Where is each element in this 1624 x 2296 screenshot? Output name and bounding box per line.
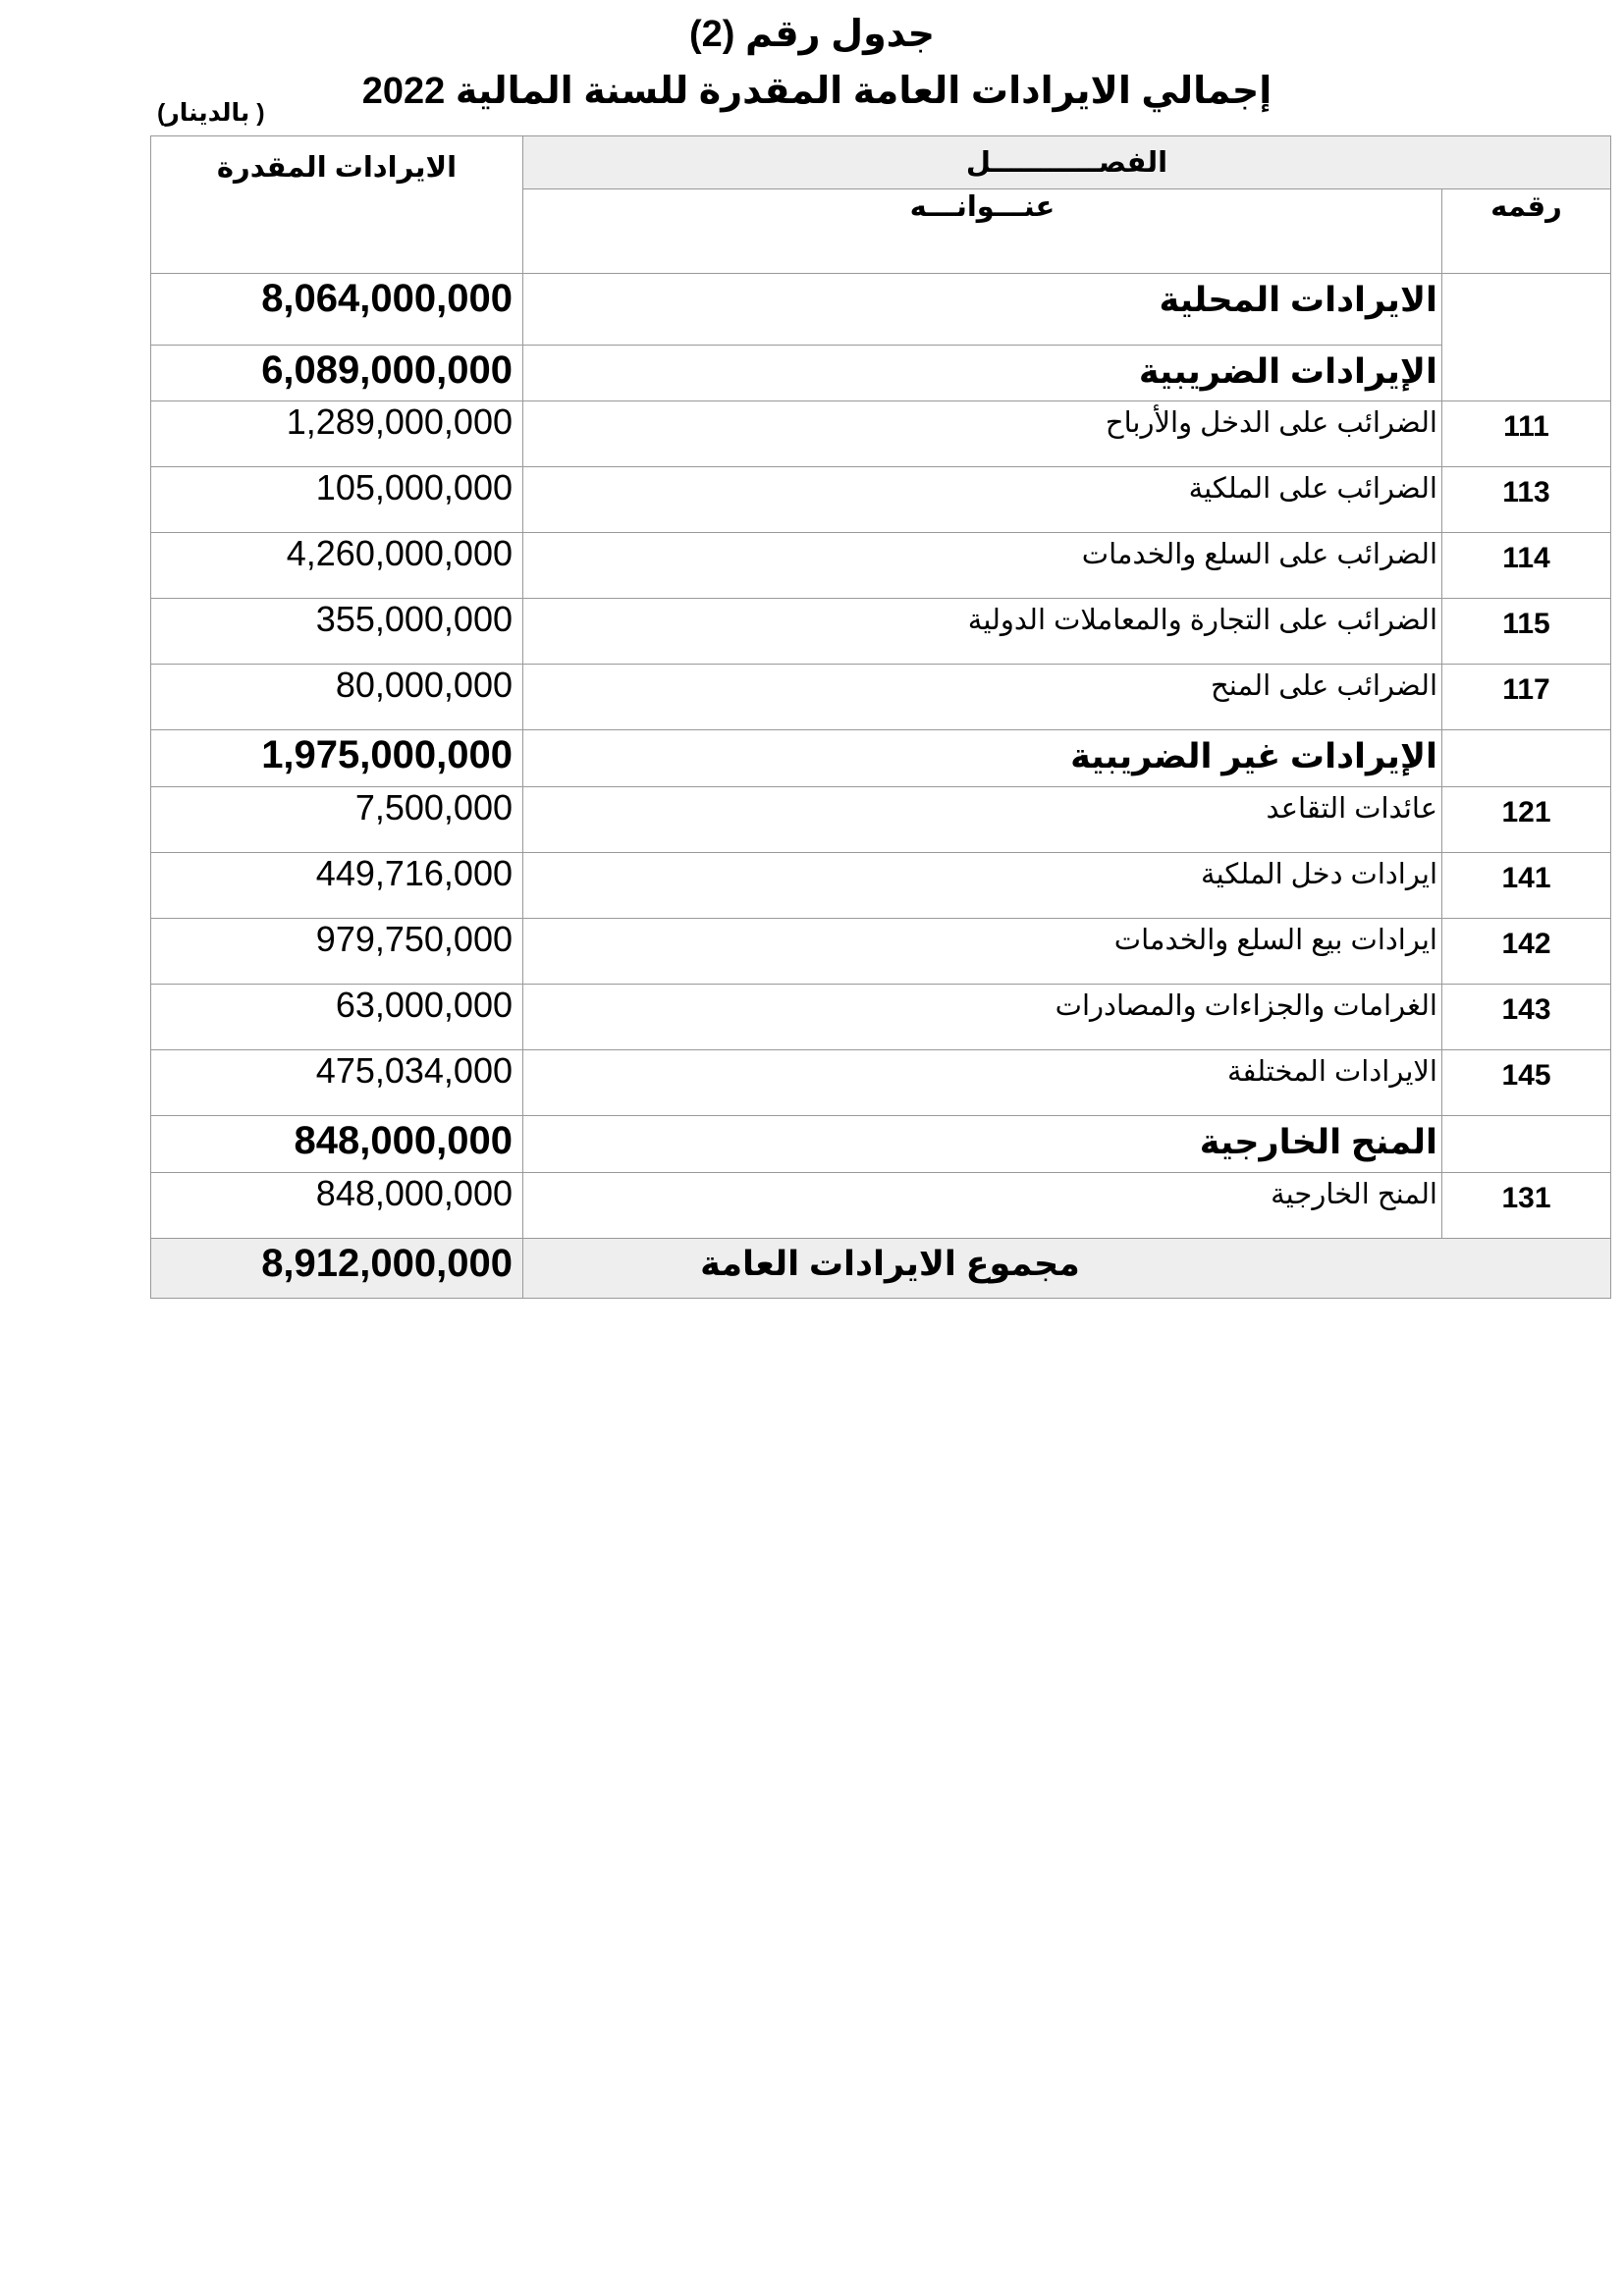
item-value: 63,000,000	[151, 985, 523, 1050]
item-code: 143	[1442, 985, 1611, 1050]
table-row	[151, 665, 1611, 730]
local-revenues-code	[1442, 274, 1611, 346]
item-code: 142	[1442, 919, 1611, 985]
table-row	[151, 1173, 1611, 1239]
item-code: 114	[1442, 533, 1611, 599]
item-name: ايرادات دخل الملكية	[523, 853, 1442, 919]
table-row	[151, 533, 1611, 599]
item-name: الضرائب على الدخل والأرباح	[523, 401, 1442, 467]
total-label: مجموع الايرادات العامة	[523, 1239, 1611, 1299]
item-value: 848,000,000	[151, 1173, 523, 1239]
item-value: 355,000,000	[151, 599, 523, 665]
foreign-grants-label: المنح الخارجية	[523, 1116, 1442, 1173]
local-revenues-row	[151, 274, 1611, 346]
nontax-revenues-label: الإيرادات غير الضريبية	[523, 730, 1442, 787]
nontax-revenues-value: 1,975,000,000	[151, 730, 523, 787]
item-value: 80,000,000	[151, 665, 523, 730]
local-revenues-label: الايرادات المحلية	[523, 274, 1442, 346]
item-code: 115	[1442, 599, 1611, 665]
item-name: الضرائب على التجارة والمعاملات الدولية	[523, 599, 1442, 665]
total-value: 8,912,000,000	[151, 1239, 523, 1299]
currency-note: ( بالدينار)	[157, 99, 265, 127]
item-value: 475,034,000	[151, 1050, 523, 1116]
revenue-table	[150, 135, 1611, 1299]
header-row-2	[151, 189, 1611, 274]
item-value: 979,750,000	[151, 919, 523, 985]
item-code: 131	[1442, 1173, 1611, 1239]
section-header: الفصـــــــــــل	[523, 136, 1611, 189]
tax-revenues-value: 6,089,000,000	[151, 346, 523, 401]
foreign-grants-code	[1442, 1116, 1611, 1173]
nontax-revenues-row	[151, 730, 1611, 787]
item-value: 105,000,000	[151, 467, 523, 533]
foreign-grants-row	[151, 1116, 1611, 1173]
local-revenues-value: 8,064,000,000	[151, 274, 523, 346]
number-header: رقمه	[1442, 189, 1611, 274]
item-value: 449,716,000	[151, 853, 523, 919]
total-row	[151, 1239, 1611, 1299]
item-code: 141	[1442, 853, 1611, 919]
estimated-header	[151, 151, 523, 274]
estimated-header-label: الايرادات المقدرة	[216, 151, 458, 184]
table-row	[151, 787, 1611, 853]
foreign-grants-value: 848,000,000	[151, 1116, 523, 1173]
page-title: إجمالي الايرادات العامة المقدرة للسنة المالية 2022	[361, 71, 1272, 112]
item-name: الغرامات والجزاءات والمصادرات	[523, 985, 1442, 1050]
table-row	[151, 1050, 1611, 1116]
item-name: الايرادات المختلفة	[523, 1050, 1442, 1116]
item-name: الضرائب على الملكية	[523, 467, 1442, 533]
item-name: عائدات التقاعد	[523, 787, 1442, 853]
item-code: 113	[1442, 467, 1611, 533]
table-row	[151, 599, 1611, 665]
item-value: 1,289,000,000	[151, 401, 523, 467]
item-name: الضرائب على السلع والخدمات	[523, 533, 1442, 599]
item-code: 145	[1442, 1050, 1611, 1116]
tax-revenues-row	[151, 346, 1611, 401]
item-code: 121	[1442, 787, 1611, 853]
nontax-revenues-code	[1442, 730, 1611, 787]
tax-revenues-label: الإيرادات الضريبية	[523, 346, 1442, 401]
item-name: المنح الخارجية	[523, 1173, 1442, 1239]
table-row	[151, 853, 1611, 919]
tax-revenues-code	[1442, 346, 1611, 401]
table-row	[151, 401, 1611, 467]
table-number: جدول رقم (2)	[688, 14, 936, 55]
item-value: 4,260,000,000	[151, 533, 523, 599]
name-header: عنـــوانـــه	[523, 189, 1442, 274]
table-row	[151, 467, 1611, 533]
item-code: 117	[1442, 665, 1611, 730]
item-name: الضرائب على المنح	[523, 665, 1442, 730]
item-name: ايرادات بيع السلع والخدمات	[523, 919, 1442, 985]
table-row	[151, 919, 1611, 985]
item-code: 111	[1442, 401, 1611, 467]
table-row	[151, 985, 1611, 1050]
item-value: 7,500,000	[151, 787, 523, 853]
